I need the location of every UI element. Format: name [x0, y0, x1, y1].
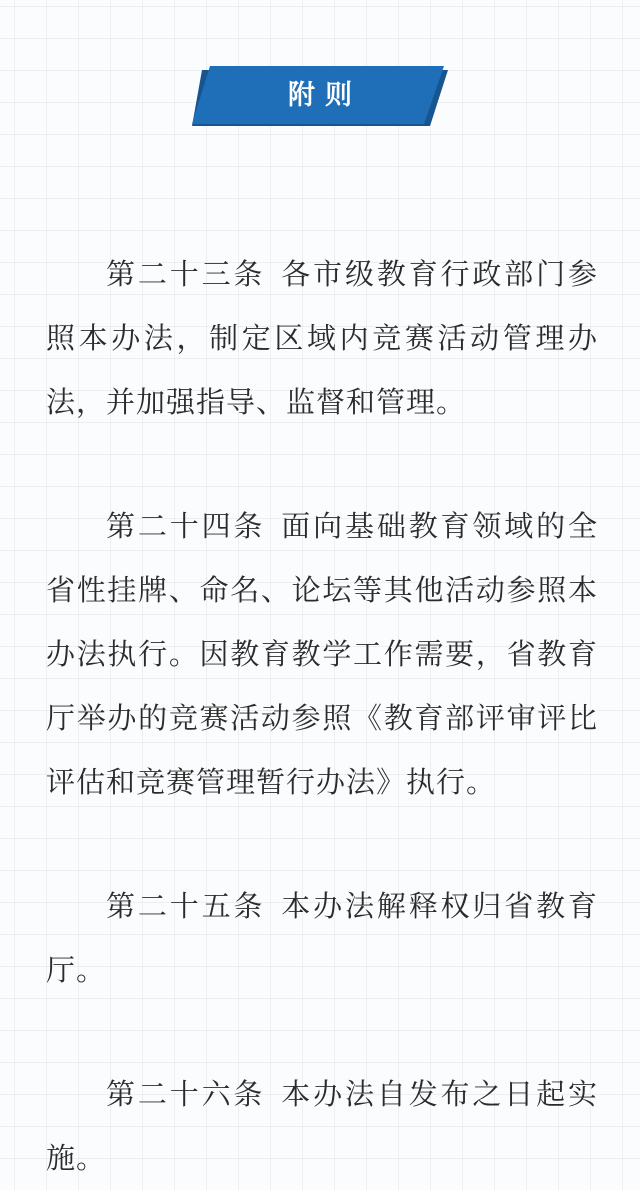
section-title: 附则	[288, 80, 362, 111]
section-banner	[192, 66, 448, 130]
article-number: 第二十五条	[106, 889, 266, 923]
article-paragraph	[46, 494, 598, 814]
article-paragraph	[46, 1062, 598, 1190]
article-number: 第二十六条	[106, 1077, 266, 1111]
article-list	[46, 242, 598, 1190]
article-number: 第二十四条	[106, 509, 266, 543]
article-paragraph	[46, 242, 598, 434]
article-text: 面向基础教育领域的全省性挂牌、命名、论坛等其他活动参照本办法执行。因教育教学工作需要，省教育厅举办的竞赛活动参照《教育部评审评比评估和竞赛管理暂行办法》执行。	[46, 509, 598, 799]
article-paragraph	[46, 874, 598, 1002]
article-number: 第二十三条	[106, 257, 266, 291]
article-text: 各市级教育行政部门参照本办法，制定区域内竞赛活动管理办法，并加强指导、监督和管理。	[46, 257, 598, 419]
article-text: 本办法自发布之日起实施。	[46, 1077, 598, 1175]
article-text: 本办法解释权归省教育厅。	[46, 889, 598, 987]
